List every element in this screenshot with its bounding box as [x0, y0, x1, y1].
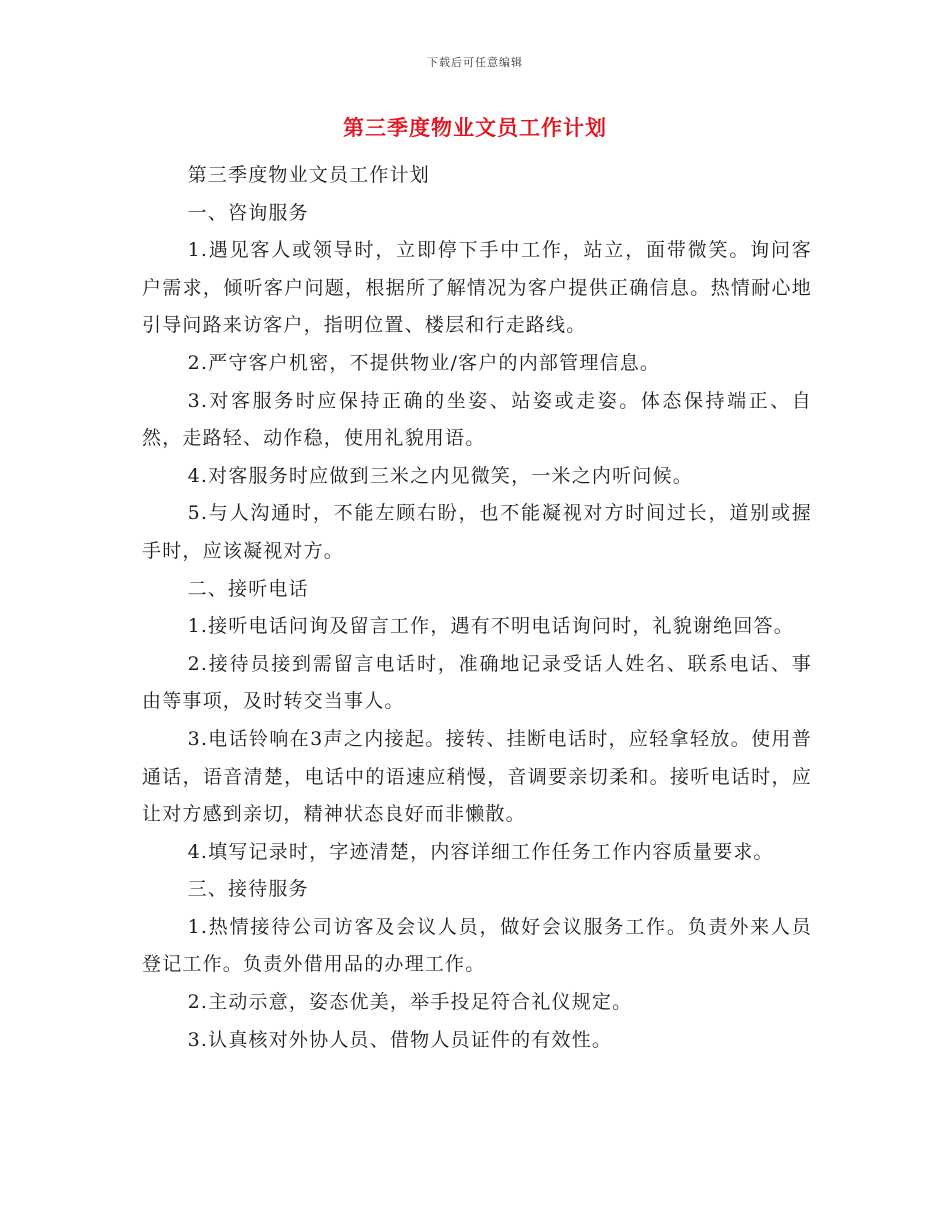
- section-heading-phone: 二、接听电话: [187, 577, 309, 600]
- paragraph: 5.与人沟通时，不能左顾右盼，也不能凝视对方时间过长，道别或握手时，应该凝视对方。: [142, 502, 812, 562]
- paragraph: 4.填写记录时，字迹清楚，内容详细工作任务工作内容质量要求。: [187, 840, 774, 863]
- paragraph-subtitle: 第三季度物业文员工作计划: [187, 164, 430, 186]
- paragraph: 2.主动示意，姿态优美，举手投足符合礼仪规定。: [187, 991, 633, 1014]
- paragraph: 3.对客服务时应保持正确的坐姿、站姿或走姿。体态保持端正、自然，走路轻、动作稳，使用礼貌用语。: [142, 389, 812, 450]
- paragraph: 1.热情接待公司访客及会议人员，做好会议服务工作。负责外来人员登记工作。负责外借用品的办理工作。: [142, 915, 812, 976]
- paragraph: 4.对客服务时应做到三米之内见微笑，一米之内听问候。: [187, 464, 693, 487]
- header-note: 下载后可任意编辑: [427, 56, 523, 69]
- paragraph: 2.接待员接到需留言电话时，准确地记录受话人姓名、联系电话、事由等事项，及时转交当事人。: [142, 652, 812, 713]
- section-heading-consulting: 一、咨询服务: [187, 201, 309, 224]
- paragraph: 3.电话铃响在3声之内接起。接转、挂断电话时，应轻拿轻放。使用普通话，语音清楚，电话中的语速应稍慢，音调要亲切柔和。接听电话时，应让对方感到亲切，精神状态良好而非懒散。: [142, 727, 812, 826]
- document-body: [142, 157, 812, 1059]
- paragraph: 3.认真核对外协人员、借物人员证件的有效性。: [187, 1028, 613, 1051]
- paragraph: 1.遇见客人或领导时，立即停下手中工作，站立，面带微笑。询问客户需求，倾听客户问题，根据所了解情况为客户提供正确信息。热情耐心地引导问路来访客户，指明位置、楼层和行走路线。: [142, 239, 812, 337]
- paragraph: 1.接听电话问询及留言工作，遇有不明电话询问时，礼貌谢绝回答。: [187, 615, 794, 638]
- document-title: 第三季度物业文员工作计划: [343, 115, 607, 140]
- paragraph: 2.严守客户机密，不提供物业/客户的内部管理信息。: [187, 351, 661, 374]
- section-heading-reception: 三、接待服务: [187, 878, 309, 901]
